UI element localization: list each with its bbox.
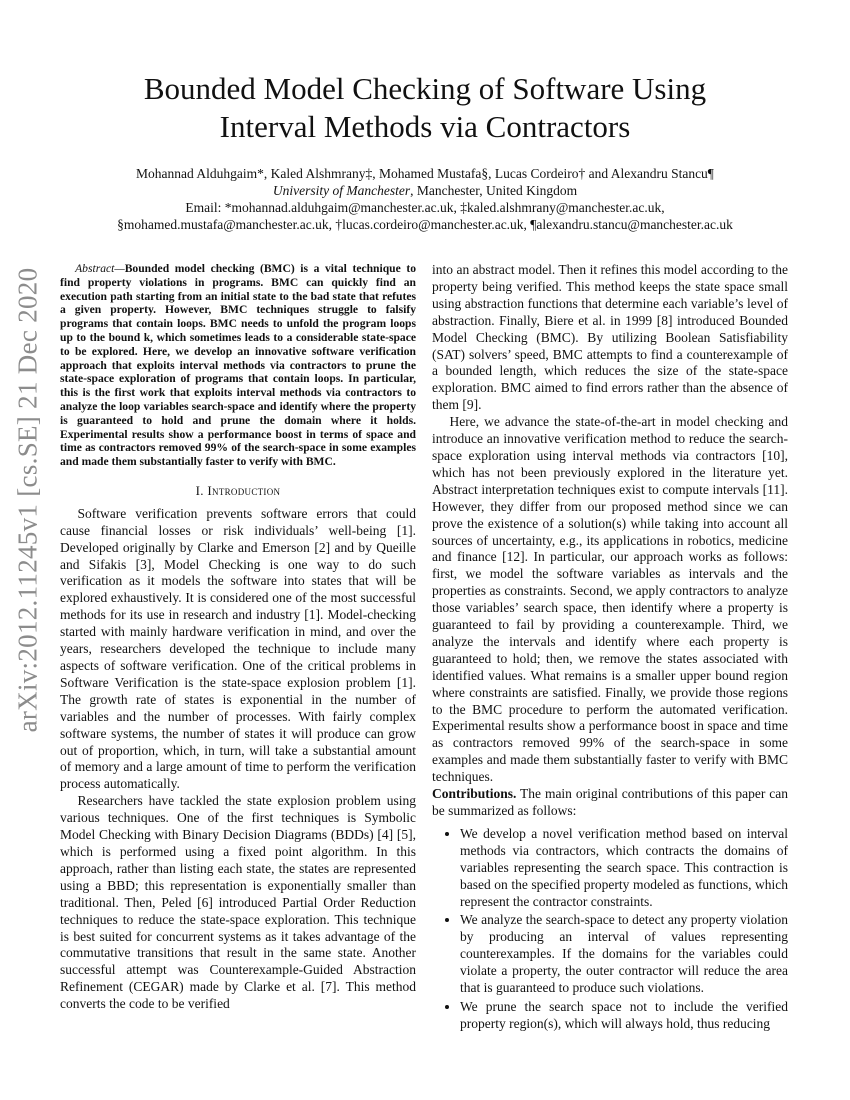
abstract-dash: — xyxy=(114,262,125,275)
arxiv-side-stamp xyxy=(10,267,46,733)
affiliation-name: University of Manchester xyxy=(272,183,411,198)
affiliation xyxy=(60,182,790,199)
right-paragraph-1: into an abstract model. Then it refines this model according to the property being verified. This method keeps the state space small using abstraction functions that determine each variable’s level of abstraction. Finally, Biere et al. in 1999 [8] introduced Bounded Model Checking (BMC). By utilizing Boolean Satisfiability (SAT) solvers’ speed, BMC attempts to find a counterexample of a bounded length, which reduces the size of the state-space exploration. BMC aimed to find errors rather than the absence of them [9]. xyxy=(432,262,788,413)
abstract-label: Abstract xyxy=(75,262,115,275)
right-column xyxy=(432,262,788,1035)
abstract-text: Bounded model checking (BMC) is a vital technique to find property violations in programs. BMC can quickly find an execution path starting from an initial state to the bad state that refutes a given property. However, BMC techniques struggle to falsify programs that contain loops. BMC needs to unfold the program loops up to the bound k, which sometimes leads to a considerable state-space to be explored. Here, we develop an innovative software verification approach that exploits interval methods via contractors to prune the state-space exploration of programs that contain loops. In particular, this is the first work that exploits interval methods via contractors to analyze the loop variables search-space and identify where the property is guaranteed to hold and prune the domain where it holds. Experimental results show a performance boost in terms of space and time as contractors removed 99% of the search-space in some examples and made them substantially faster to verify with BMC. xyxy=(60,262,416,469)
title-line-1: Bounded Model Checking of Software Using xyxy=(143,71,707,106)
affiliation-location: , Manchester, United Kingdom xyxy=(410,183,578,198)
intro-paragraph-2: Researchers have tackled the state explosion problem using various techniques. One of the first techniques is Symbolic Model Checking with Binary Decision Diagrams (BDDs) [4] [5], which is performed using a fixed point algorithm. In this approach, rather than listing each state, the states are represented using a BBD; this representation is exponentially smaller than traditional. Then, Peled [6] introduced Partial Order Reduction techniques to reduce the state-space exploration. This technique is best suited for concurrent systems as it takes advantage of the commutative transitions that result in the same state. Another successful attempt was Counterexample-Guided Abstraction Refinement (CEGAR) made by Clarke et al. [7]. This method converts the code to be verified xyxy=(60,793,416,1012)
contribution-item: • We analyze the search-space to detect any property violation by producing an interval of values representing counterexamples. If the domains for the variables could violate a property, the outer contractor will reduce the area that is guaranteed to produce such violations. xyxy=(460,912,788,997)
intro-paragraph-1: Software verification prevents software errors that could cause financial losses or risk individuals’ well-being [1]. Developed originally by Clarke and Emerson [2] and by Queille and Sifakis [3], Model Checking is one way to do such verification as it models the software into states that will be explored exhaustively. It is considered one of the most successful methods for its use in research and industry [1]. Model-checking started with mainly hardware verification in mind, and over the years, researchers developed the technique to include many aspects of software verification. One of the critical problems in Software Verification is the state-space explosion problem [1]. The growth rate of states is exponential in the number of variables and the number of processes. With fairly complex software systems, the number of states it will produce can grow out of proportion, which, in turn, will take a substantial amount of memory and a large amount of time to perform the verification process automatically. xyxy=(60,505,416,792)
right-paragraph-2: Here, we advance the state-of-the-art in model checking and introduce an innovative verification method to reduce the search-space exploration using interval methods via contractors [10], which has not been previously explored in the literature yet. Abstract interpretation techniques exist to compute intervals [11]. However, they differ from our proposed method since we can prove the existence of a solution(s) while taking into account all sources of uncertainty, e.g., its applications in robotics, medicine and finance [12]. In particular, our approach works as follows: first, we model the software variables as intervals and the properties as constraints. Second, we apply contractors to analyze those variables’ search space, then identify where a property is guaranteed to fail by providing a counterexample. Third, we analyze the intervals and identify where each property is guaranteed to hold; then, we remove the states associated with identified values. What remains is a smaller upper bound region where constraints are satisfied. Finally, we provide those regions to the BMC procedure to perform the automated verification. Experimental results show a performance boost in space and time as contractors removed 99% of the search-space in some examples and made them substantially faster to verify with BMC techniques. xyxy=(432,414,788,785)
title-line-2: Interval Methods via Contractors xyxy=(219,109,631,144)
contributions-intro: The main original contributions of this paper can be summarized as follows: xyxy=(432,786,788,818)
contributions-paragraph xyxy=(432,786,788,820)
email-line-2: §mohamed.mustafa@manchester.ac.uk, †lucas.cordeiro@manchester.ac.uk, ¶alexandru.stancu@manchester.ac.uk xyxy=(117,217,733,232)
arxiv-id-text: arXiv:2012.11245v1 [cs.SE] 21 Dec 2020 xyxy=(12,267,43,733)
author-names: Mohannad Alduhgaim*, Kaled Alshmrany‡, Mohamed Mustafa§, Lucas Cordeiro† and Alexandru Stancu¶ xyxy=(136,166,714,181)
contributions-label: Contributions. xyxy=(432,786,517,802)
email-line-1: Email: *mohannad.alduhgaim@manchester.ac.uk, ‡kaled.alshmrany@manchester.ac.uk, xyxy=(185,200,665,215)
section-heading-introduction: I. Introduction xyxy=(195,482,281,498)
author-block xyxy=(60,165,790,233)
paper-title xyxy=(60,70,790,146)
contribution-item: • We prune the search space not to include the verified property region(s), which will always hold, thus reducing xyxy=(460,999,788,1033)
contributions-list xyxy=(432,826,788,1033)
left-column xyxy=(60,262,416,1013)
abstract xyxy=(60,262,416,469)
contribution-item: • We develop a novel verification method based on interval methods via contractors, which contracts the domains of variables representing the search space. This contraction is based on the specified property modeled as functions, which represent the contractor constraints. xyxy=(460,826,788,911)
